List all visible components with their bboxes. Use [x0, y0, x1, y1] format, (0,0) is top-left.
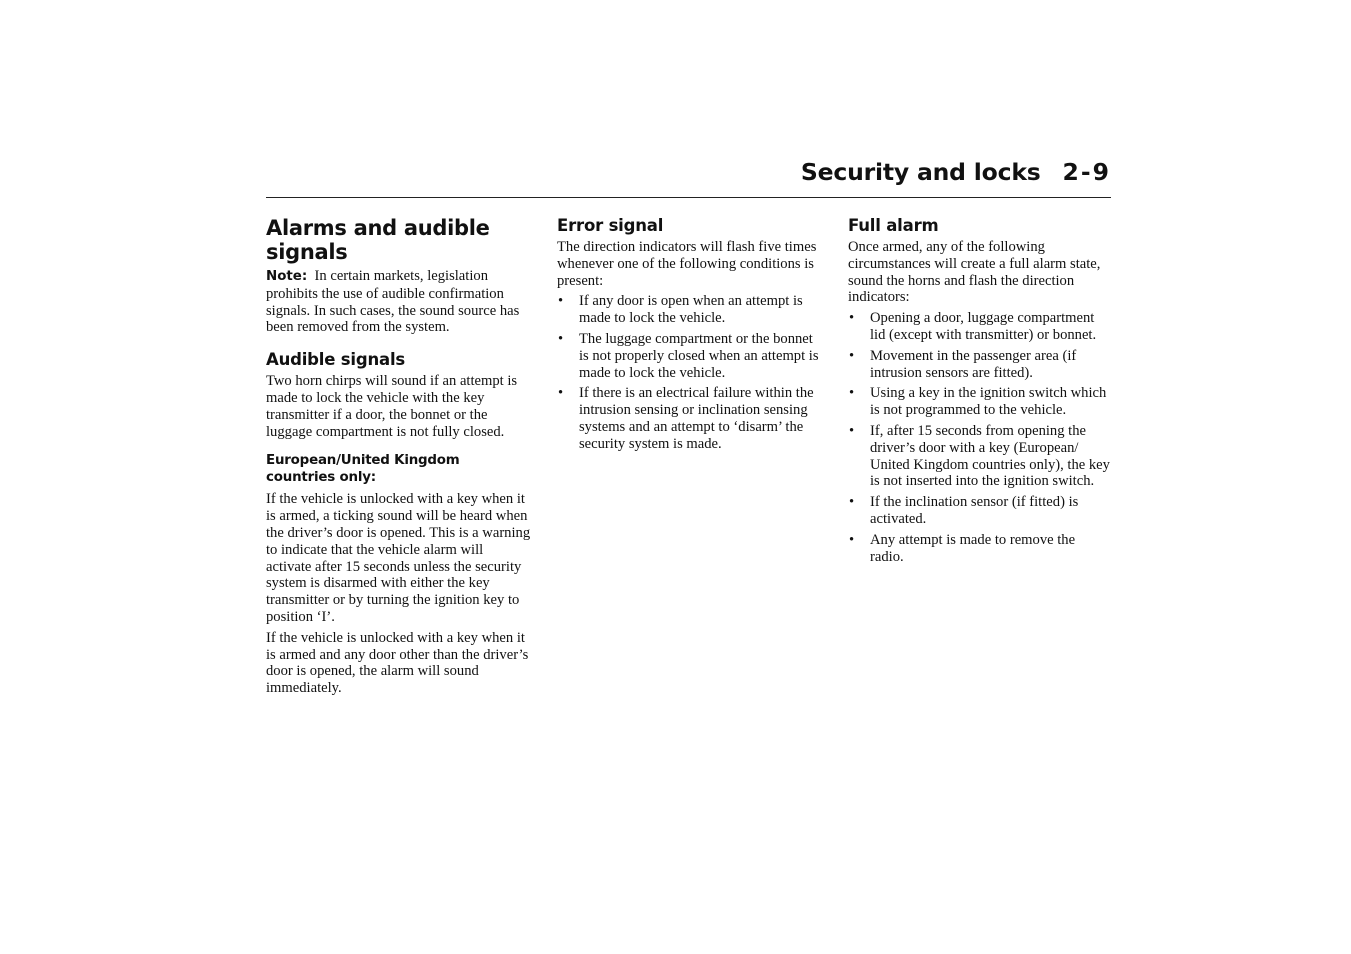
bullet-glyph: • — [558, 385, 564, 402]
column-error-signal — [557, 216, 822, 457]
bullet-glyph: • — [849, 531, 855, 548]
note-text: In certain markets, legislation prohibits the use of audible confirmation signals. In such cases, the sound source has been removed from the system. — [266, 268, 520, 336]
list-item: • If there is an electrical failure within the intrusion sensing or inclination sensing systems and an attempt to ‘disarm’ the security system is made. — [558, 385, 814, 452]
page-number: 2-9 — [1062, 158, 1111, 186]
page-header — [600, 158, 1111, 186]
note-label: Note: — [266, 269, 308, 284]
error-signal-heading: Error signal — [557, 216, 664, 235]
bullet-glyph: • — [849, 347, 855, 364]
error-signal-intro: The direction indicators will flash five times whenever one of the following conditions is present: — [557, 239, 817, 289]
list-item: • Using a key in the ignition switch which is not programmed to the vehicle. — [849, 385, 1107, 419]
list-item: • If any door is open when an attempt is made to lock the vehicle. — [558, 293, 803, 327]
list-item: • If, after 15 seconds from opening the driver’s door with a key (European/ United Kingdom countries only), the key is not inserted into the ignition switch. — [849, 422, 1110, 490]
header-rule — [266, 197, 1111, 198]
eu-uk-paragraph-2: If the vehicle is unlocked with a key when it is armed and any door other than the driver’s door is opened, the alarm will sound immediately. — [266, 629, 529, 697]
list-item: • Movement in the passenger area (if intrusion sensors are fitted). — [849, 347, 1077, 381]
bullet-glyph: • — [558, 293, 564, 310]
list-item: • The luggage compartment or the bonnet is not properly closed when an attempt is made to lock the vehicle. — [558, 330, 819, 381]
full-alarm-heading: Full alarm — [848, 216, 939, 235]
audible-signals-heading: Audible signals — [266, 350, 406, 370]
section-title: Security and locks — [800, 158, 1041, 186]
bullet-glyph: • — [849, 422, 855, 439]
bullet-glyph: • — [849, 310, 855, 327]
bullet-glyph: • — [558, 330, 564, 347]
alarms-heading: Alarms and audible signals — [266, 216, 490, 264]
list-item: • Opening a door, luggage compartment lid (except with transmitter) or bonnet. — [849, 310, 1097, 343]
bullet-glyph: • — [849, 494, 855, 511]
audible-signals-text: Two horn chirps will sound if an attempt is made to lock the vehicle with the key transmitter if a door, the bonnet or the luggage compartment is not fully closed. — [266, 373, 518, 440]
list-item: • If the inclination sensor (if fitted) is activated. — [849, 494, 1079, 527]
eu-uk-paragraph-1: If the vehicle is unlocked with a key when it is armed, a ticking sound will be heard when the driver’s door is opened. This is a warning to indicate that the vehicle alarm will activate after 15 seconds unless the security system is disarmed with either the key transmitter or by turning the ignition key to position ‘I’. — [266, 491, 531, 625]
list-item: • Any attempt is made to remove the radio. — [849, 531, 1076, 565]
eu-uk-heading: European/United Kingdom countries only: — [266, 453, 460, 486]
column-alarms — [266, 216, 531, 701]
error-signal-list — [557, 293, 822, 452]
full-alarm-list — [848, 310, 1110, 565]
bullet-glyph: • — [849, 385, 855, 402]
column-full-alarm — [848, 216, 1110, 569]
full-alarm-intro: Once armed, any of the following circumstances will create a full alarm state, sound the horns and flash the direction indicators: — [848, 239, 1101, 306]
note-paragraph — [266, 268, 531, 336]
